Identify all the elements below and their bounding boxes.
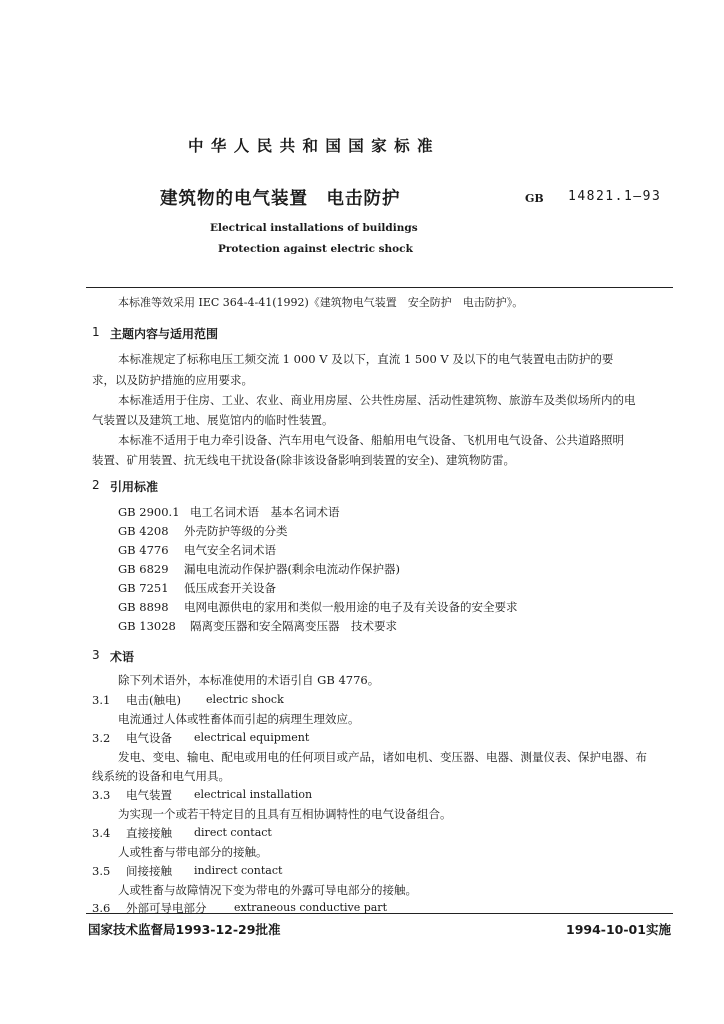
ref-code: GB 2900.1 bbox=[118, 505, 180, 519]
section-2-number: 2 bbox=[92, 478, 100, 492]
ref-name: 电气安全名词术语 bbox=[184, 543, 276, 557]
header-rule bbox=[86, 287, 673, 288]
implementation-date: 1994-10-01实施 bbox=[566, 922, 671, 937]
term-number: 3.5 bbox=[92, 864, 111, 878]
term-definition-line-1: 发电、变电、输电、配电或用电的任何项目或产品，诸如电机、变压器、电器、测量仪表、保护电器、布 bbox=[118, 750, 647, 764]
ref-code: GB 8898 bbox=[118, 600, 169, 614]
org-title: 中 华 人 民 共 和 国 国 家 标 准 bbox=[188, 137, 434, 155]
ref-name: 低压成套开关设备 bbox=[184, 581, 276, 595]
term-number: 3.4 bbox=[92, 826, 111, 840]
term-en: extraneous conductive part bbox=[234, 901, 387, 914]
term-definition: 电流通过人体或牲畜体而引起的病理生理效应。 bbox=[118, 712, 360, 726]
ref-code: GB 4776 bbox=[118, 543, 169, 557]
term-number: 3.1 bbox=[92, 693, 111, 707]
gb-number: 14821.1—93 bbox=[568, 189, 662, 204]
standard-title-en-2: Protection against electric shock bbox=[218, 243, 413, 255]
section-1-para-2-line-1: 本标准适用于住房、工业、农业、商业用房屋、公共性房屋、活动性建筑物、旅游车及类似场所内的电 bbox=[118, 393, 636, 407]
section-1-para-3-line-2: 装置、矿用装置、抗无线电干扰设备(除非该设备影响到装置的安全)、建筑物防雷。 bbox=[92, 453, 515, 467]
term-cn: 电击(触电) bbox=[126, 693, 181, 707]
section-1-para-1-line-1: 本标准规定了标称电压工频交流 1 000 V 及以下，直流 1 500 V 及以下的电气装置电击防护的要 bbox=[118, 352, 614, 366]
ref-code: GB 4208 bbox=[118, 524, 169, 538]
section-1-para-3-line-1: 本标准不适用于电力牵引设备、汽车用电气设备、船舶用电气设备、飞机用电气设备、公共道路照明 bbox=[118, 433, 624, 447]
term-en: indirect contact bbox=[194, 864, 283, 877]
preamble: 本标准等效采用 IEC 364-4-41(1992)《建筑物电气装置 安全防护 电击防护》。 bbox=[118, 296, 524, 309]
term-number: 3.2 bbox=[92, 731, 111, 745]
term-cn: 电气设备 bbox=[126, 731, 172, 745]
ref-name: 电工名词术语 基本名词术语 bbox=[190, 505, 340, 519]
standard-title-en-1: Electrical installations of buildings bbox=[210, 222, 418, 234]
section-2-title: 引用标准 bbox=[110, 480, 159, 494]
section-3-title: 术语 bbox=[110, 650, 135, 664]
standard-title-cn: 建筑物的电气装置 电击防护 bbox=[160, 189, 401, 209]
term-definition: 为实现一个或若干特定目的且具有互相协调特性的电气设备组合。 bbox=[118, 807, 452, 821]
ref-code: GB 7251 bbox=[118, 581, 169, 595]
ref-code: GB 6829 bbox=[118, 562, 169, 576]
term-cn: 间接接触 bbox=[126, 864, 172, 878]
section-1-title: 主题内容与适用范围 bbox=[110, 327, 219, 341]
term-definition-line-2: 线系统的设备和电气用具。 bbox=[92, 769, 230, 783]
term-en: electrical installation bbox=[194, 788, 313, 801]
approval-line: 国家技术监督局1993-12-29批准 bbox=[88, 922, 281, 937]
ref-name: 电网电源供电的家用和类似一般用途的电子及有关设备的安全要求 bbox=[184, 600, 518, 614]
term-cn: 电气装置 bbox=[126, 788, 172, 802]
footer-rule bbox=[86, 913, 673, 914]
section-3-number: 3 bbox=[92, 648, 100, 662]
term-cn: 外部可导电部分 bbox=[126, 901, 207, 915]
term-definition: 人或牲畜与带电部分的接触。 bbox=[118, 845, 268, 859]
term-en: electrical equipment bbox=[194, 731, 310, 744]
term-number: 3.6 bbox=[92, 901, 111, 915]
term-en: direct contact bbox=[194, 826, 272, 839]
term-number: 3.3 bbox=[92, 788, 111, 802]
term-definition: 人或牲畜与故障情况下变为带电的外露可导电部分的接触。 bbox=[118, 883, 417, 897]
gb-label: GB bbox=[525, 192, 544, 205]
ref-code: GB 13028 bbox=[118, 619, 176, 633]
term-cn: 直接接触 bbox=[126, 826, 172, 840]
ref-name: 外壳防护等级的分类 bbox=[184, 524, 288, 538]
section-1-number: 1 bbox=[92, 325, 100, 339]
section-1-para-1-line-2: 求，以及防护措施的应用要求。 bbox=[92, 373, 253, 387]
section-3-intro: 除下列术语外，本标准使用的术语引自 GB 4776。 bbox=[118, 673, 380, 687]
ref-name: 隔离变压器和安全隔离变压器 技术要求 bbox=[190, 619, 397, 633]
ref-name: 漏电电流动作保护器(剩余电流动作保护器) bbox=[184, 562, 400, 576]
section-1-para-2-line-2: 气装置以及建筑工地、展览馆内的临时性装置。 bbox=[92, 413, 334, 427]
term-en: electric shock bbox=[206, 693, 284, 706]
